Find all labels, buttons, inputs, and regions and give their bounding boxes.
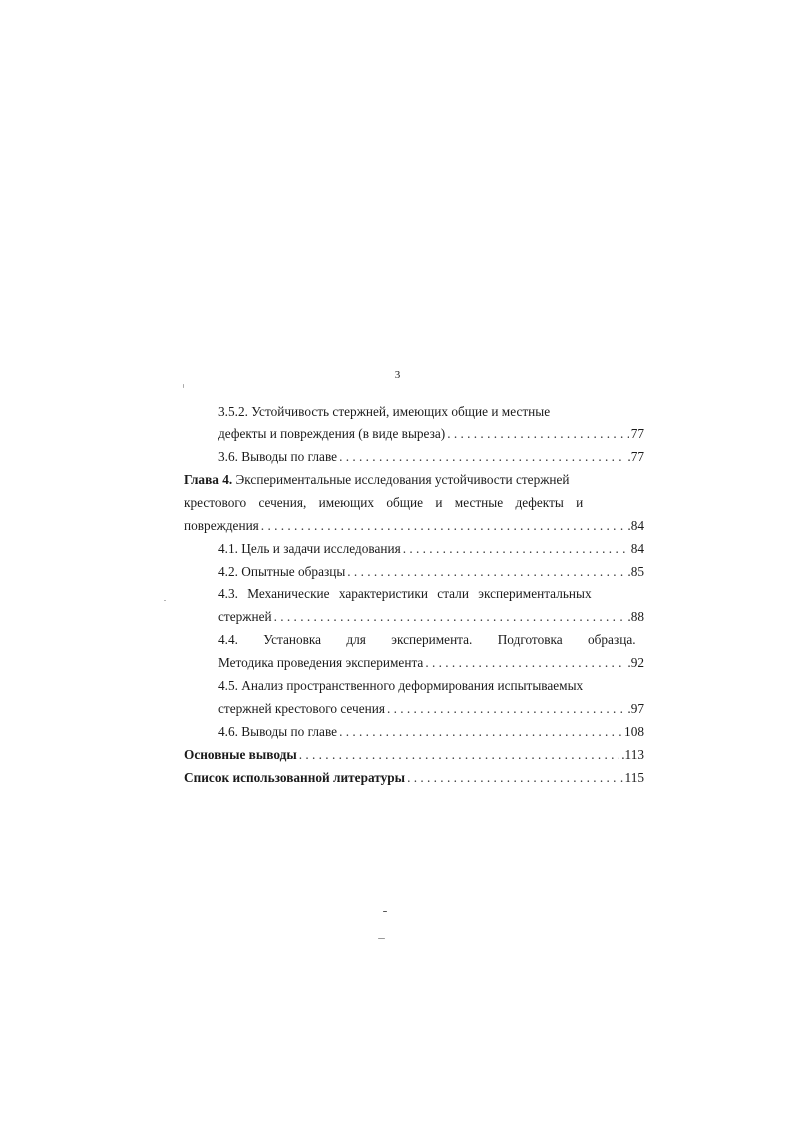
page-ref: 115	[624, 770, 644, 785]
toc-entry-4-4-line1: 4.4. Установка для эксперимента. Подготовка образца.	[218, 632, 636, 647]
scan-speck	[183, 384, 184, 388]
dot-leader	[403, 539, 629, 559]
dot-leader	[387, 699, 625, 719]
page-ref: .77	[627, 449, 644, 464]
dot-leader	[261, 516, 626, 536]
toc-entry-4-3-line2: стержней . . . .88	[218, 607, 644, 627]
toc-entry-4-1: 4.1. Цель и задачи исследования . . . 84	[218, 539, 644, 559]
toc-entry-3-6: 3.6. Выводы по главе . . . .77	[218, 447, 644, 467]
scan-speck	[164, 600, 166, 601]
toc-chapter-4-line3: повреждения . . . .84	[184, 516, 644, 536]
toc-entry-4-6: 4.6. Выводы по главе . . . 108	[218, 722, 644, 742]
toc-entry-4-4-line2: Методика проведения эксперимента . . . .92	[218, 653, 644, 673]
dot-leader	[299, 745, 620, 765]
toc-chapter-4-line1: Глава 4. Экспериментальные исследования устойчивости стержней	[184, 472, 570, 487]
page-ref: 84	[630, 541, 644, 556]
page-number: 3	[394, 369, 401, 381]
dot-leader	[339, 447, 625, 467]
page-ref: .113	[621, 747, 644, 762]
dot-leader	[447, 424, 629, 444]
toc-entry-4-5-line2: стержней крестового сечения . . . .97	[218, 699, 644, 719]
page-ref: .84	[627, 518, 644, 533]
toc-entry-3-5-2-line1: 3.5.2. Устойчивость стержней, имеющих общие и местные	[218, 404, 551, 419]
page-ref: .97	[627, 701, 644, 716]
scan-speck	[383, 911, 387, 912]
page-ref: 108	[624, 724, 644, 739]
toc-entry-4-2: 4.2. Опытные образцы . . . .85	[218, 562, 644, 582]
dot-leader	[347, 562, 625, 582]
toc-chapter-4-line2: крестового сечения, имеющих общие и местные дефекты и	[184, 495, 584, 510]
page-ref: 77	[630, 426, 644, 441]
scan-speck	[378, 938, 385, 939]
toc-entry-4-3-line1: 4.3. Механические характеристики стали экспериментальных	[218, 586, 592, 601]
dot-leader	[425, 653, 625, 673]
page-ref: .88	[627, 609, 644, 624]
toc-main-conclusions: Основные выводы . . . .113	[184, 745, 644, 765]
toc-entry-3-5-2-line2: дефекты и повреждения (в виде выреза) . . . 77	[218, 424, 644, 444]
toc-entry-4-5-line1: 4.5. Анализ пространственного деформирования испытываемых	[218, 678, 584, 693]
page-ref: .92	[627, 655, 644, 670]
dot-leader	[274, 607, 626, 627]
dot-leader	[407, 768, 622, 788]
toc-references: Список использованной литературы . . . 115	[184, 768, 644, 788]
dot-leader	[339, 722, 622, 742]
chapter-label: Глава 4.	[184, 472, 233, 487]
page-ref: .85	[627, 564, 644, 579]
